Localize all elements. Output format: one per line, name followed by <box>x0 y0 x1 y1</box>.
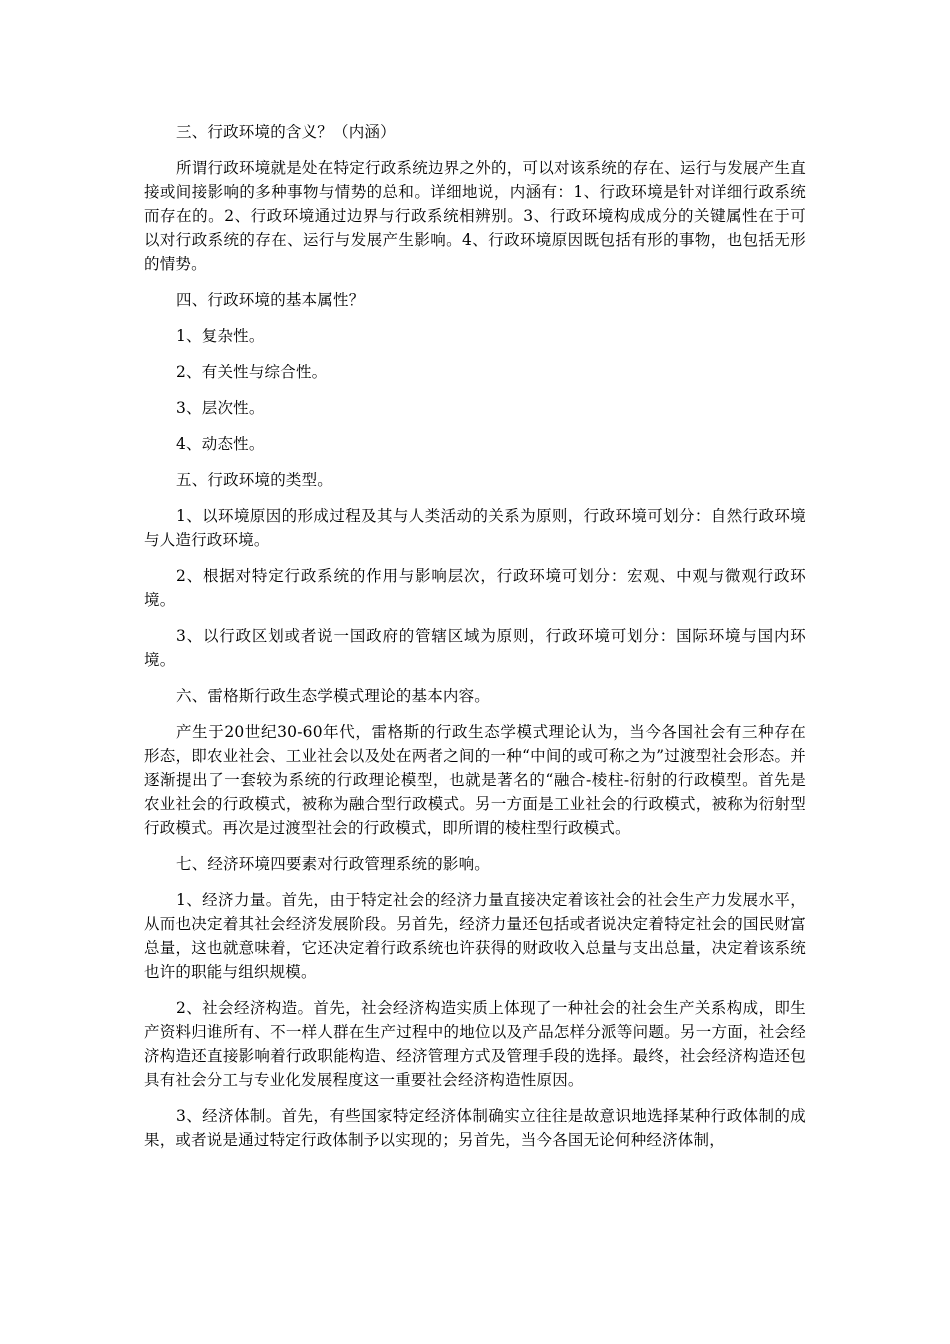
paragraph-economic-strength: 1、经济力量。首先，由于特定社会的经济力量直接决定着该社会的社会生产力发展水平，从而也决定着其社会经济发展阶段。另首先，经济力量还包括或者说决定着特定社会的国民财富总量，这也就意味着，它还决定着行政系统也许获得的财政收入总量与支出总量，决定着该系统也许的职能与组织规模。 <box>144 891 806 981</box>
type-item-macro-micro: 2、根据对特定行政系统的作用与影响层次，行政环境可划分：宏观、中观与微观行政环境。 <box>144 567 806 609</box>
type-item-international-domestic: 3、以行政区划或者说一国政府的管辖区域为原则，行政环境可划分：国际环境与国内环境。 <box>144 627 806 669</box>
list-item-hierarchy: 3、层次性。 <box>176 399 265 417</box>
paragraph-economic-structure: 2、社会经济构造。首先，社会经济构造实质上体现了一种社会的社会生产关系构成，即生产资料归谁所有、不一样人群在生产过程中的地位以及产品怎样分派等问题。另一方面，社会经济构造还直接影响着行政职能构造、经济管理方式及管理手段的选择。最终，社会经济构造还包具有社会分工与专业化发展程度这一重要社会经济构造性原因。 <box>144 999 806 1089</box>
paragraph-definition: 所谓行政环境就是处在特定行政系统边界之外的，可以对该系统的存在、运行与发展产生直接或间接影响的多种事物与情势的总和。详细地说，内涵有：1、行政环境是针对详细行政系统而存在的。2、行政环境通过边界与行政系统相辨别。3、行政环境构成成分的关键属性在于可以对行政系统的存在、运行与发展产生影响。4、行政环境原因既包括有形的事物，也包括无形的情势。 <box>144 159 806 273</box>
heading-environment-types: 五、行政环境的类型。 <box>176 471 334 489</box>
heading-administrative-environment-meaning: 三、行政环境的含义？（内涵） <box>176 123 396 141</box>
heading-economic-environment: 七、经济环境四要素对行政管理系统的影响。 <box>176 855 491 873</box>
paragraph-economic-system: 3、经济体制。首先，有些国家特定经济体制确实立往往是故意识地选择某种行政体制的成果，或者说是通过特定行政体制予以实现的；另首先，当今各国无论何种经济体制， <box>144 1107 806 1149</box>
list-item-relevance: 2、有关性与综合性。 <box>176 363 328 381</box>
list-item-complexity: 1、复杂性。 <box>176 327 265 345</box>
type-item-natural-artificial: 1、以环境原因的形成过程及其与人类活动的关系为原则，行政环境可划分：自然行政环境与人造行政环境。 <box>144 507 806 549</box>
paragraph-riggs-model: 产生于20世纪30-60年代，雷格斯的行政生态学模式理论认为，当今各国社会有三种存在形态，即农业社会、工业社会以及处在两者之间的一种“中间的或可称之为”过渡型社会形态。并逐渐提出了一套较为系统的行政理论模型，也就是著名的“融合-棱柱-衍射的行政模型。首先是农业社会的行政模式，被称为融合型行政模式。另一方面是工业社会的行政模式，被称为衍射型行政模式。再次是过渡型社会的行政模式，即所谓的棱柱型行政模式。 <box>144 723 806 837</box>
document-page <box>144 120 806 1164</box>
heading-basic-attributes: 四、行政环境的基本属性？ <box>176 291 365 309</box>
heading-riggs-ecology-model: 六、雷格斯行政生态学模式理论的基本内容。 <box>176 687 491 705</box>
list-item-dynamics: 4、动态性。 <box>176 435 265 453</box>
